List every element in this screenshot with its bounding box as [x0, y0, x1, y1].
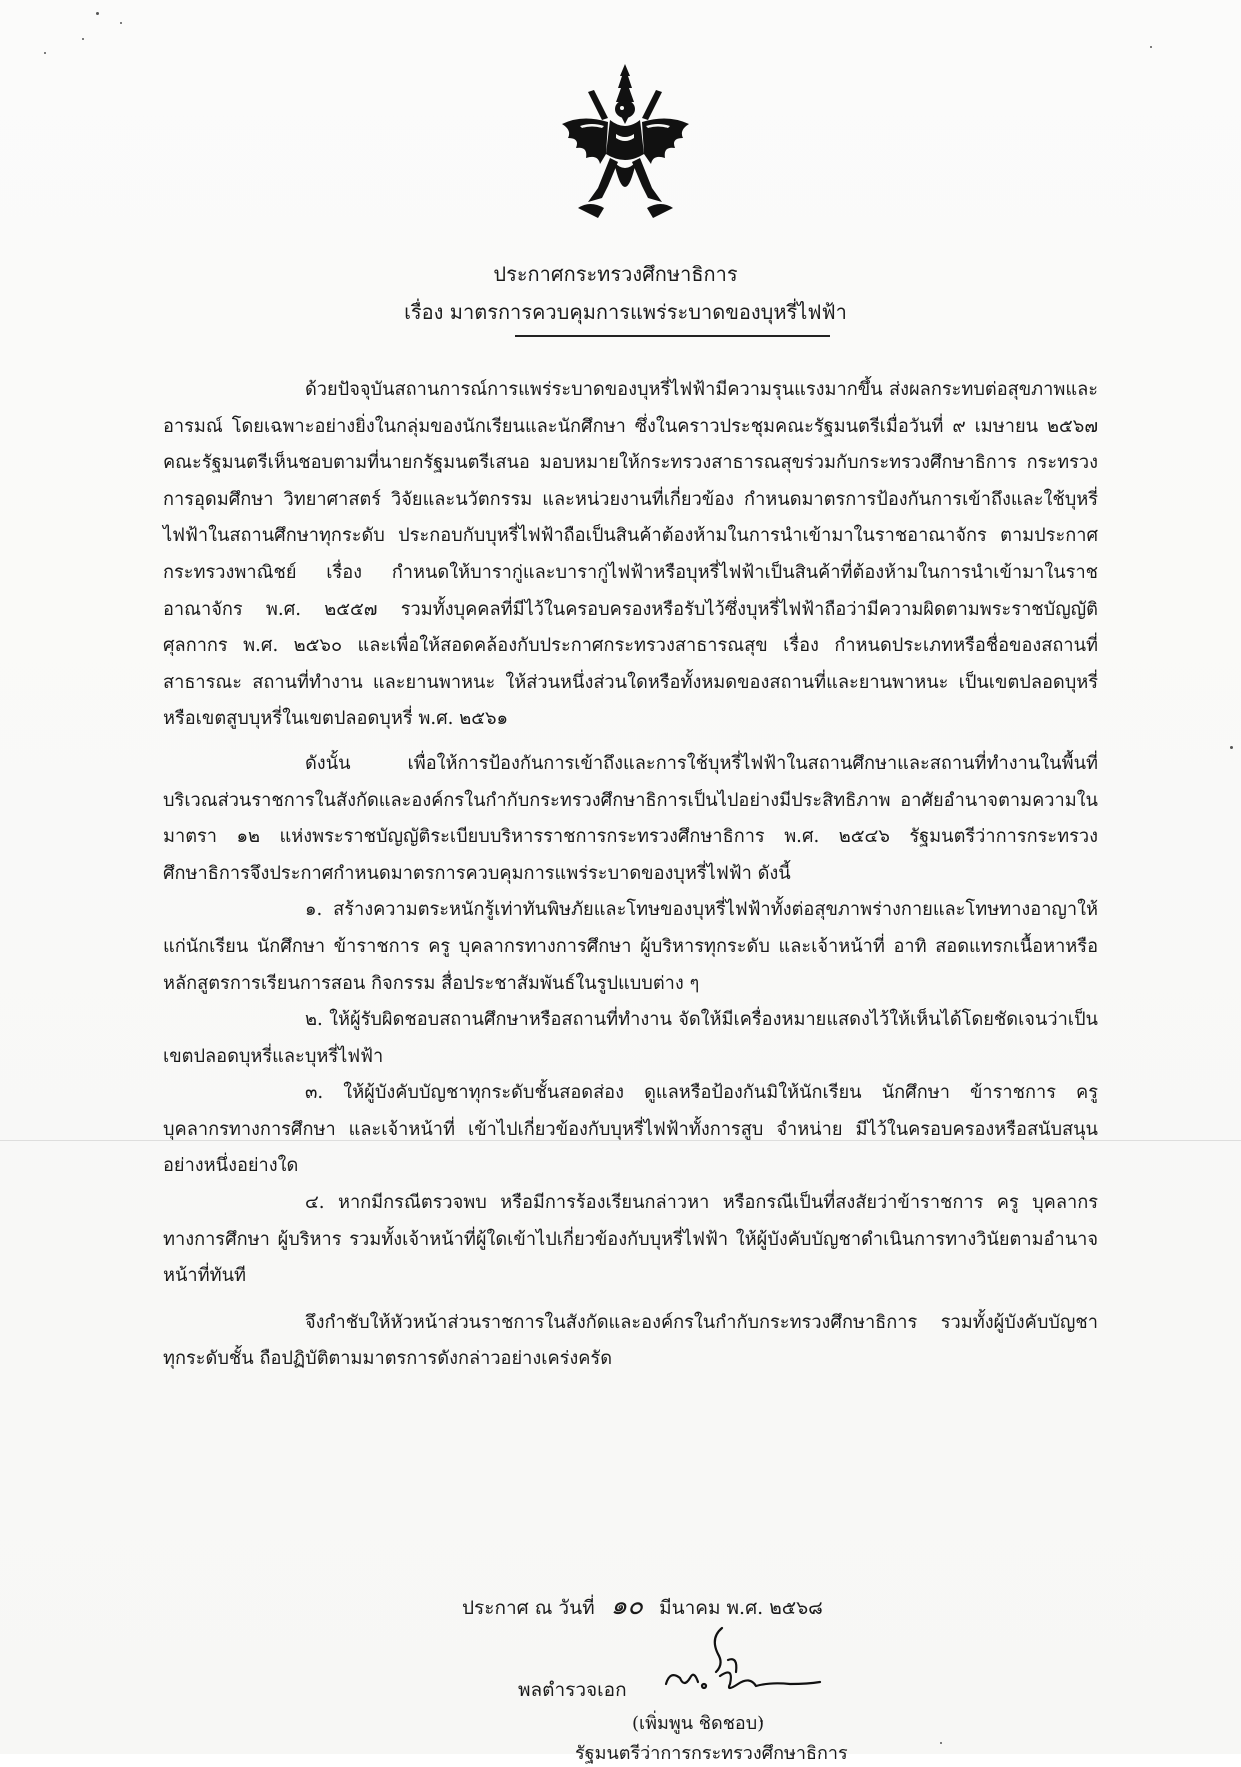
- date-day: ๑๐: [610, 1591, 644, 1621]
- date-prefix: ประกาศ ณ วันที่: [462, 1597, 595, 1619]
- scan-speck: [1230, 746, 1233, 749]
- garuda-emblem-icon: [558, 62, 693, 224]
- closing-paragraph: จึงกำชับให้หัวหน้าส่วนราชการในสังกัดและองค์กรในกำกับกระทรวงศึกษาธิการ รวมทั้งผู้บังคับบัญชาทุกระดับชั้น ถือปฏิบัติตามมาตรการดังกล่าวอย่างเคร่งครัด: [163, 1311, 1098, 1370]
- body-paragraph: ดังนั้น เพื่อให้การป้องกันการเข้าถึงและการใช้บุหรี่ไฟฟ้าในสถานศึกษาและสถานที่ทำงานในพื้นที่บริเวณส่วนราชการในสังกัดและองค์กรในกำกับกระทรวงศึกษาธิการเป็นไปอย่างมีประสิทธิภาพ อาศัยอำนาจตามความในมาตรา ๑๒ แห่งพระราชบัญญัติระเบียบบริหารราชการกระทรวงศึกษาธิการ พ.ศ. ๒๕๔๖ รัฐมนตรีว่าการกระทรวงศึกษาธิการจึงประกาศกำหนดมาตรการควบคุมการแพร่ระบาดของบุหรี่ไฟฟ้า ดังนี้: [163, 752, 1098, 884]
- scan-speck: [82, 38, 84, 40]
- handwritten-signature: [660, 1620, 830, 1710]
- scan-speck: [96, 12, 99, 15]
- signatory-name: (เพิ่มพูน ชิดชอบ): [632, 1713, 765, 1734]
- scan-speck: [44, 52, 46, 54]
- announcement-title: ประกาศกระทรวงศึกษาธิการ: [493, 262, 738, 286]
- measure-item: ๓. ให้ผู้บังคับบัญชาทุกระดับชั้นสอดส่อง ดูแลหรือป้องกันมิให้นักเรียน นักศึกษา ข้าราชการ ครู บุคลากรทางการศึกษา และเจ้าหน้าที่ เข้าไปเกี่ยวข้องกับบุหรี่ไฟฟ้าทั้งการสูบ จำหน่าย มีไว้ในครอบครองหรือสนับสนุนอย่างหนึ่งอย่างใด: [163, 1082, 1098, 1177]
- signatory-position: รัฐมนตรีว่าการกระทรวงศึกษาธิการ: [575, 1743, 848, 1764]
- scan-speck: [1150, 46, 1152, 48]
- scan-speck: [940, 1742, 942, 1744]
- document-body: [163, 372, 1098, 1378]
- measure-item: ๑. สร้างความตระหนักรู้เท่าทันพิษภัยและโทษของบุหรี่ไฟฟ้าทั้งต่อสุขภาพร่างกายและโทษทางอาญาให้แก่นักเรียน นักศึกษา ข้าราชการ ครู บุคลากรทางการศึกษา ผู้บริหารทุกระดับ และเจ้าหน้าที่ อาทิ สอดแทรกเนื้อหาหรือหลักสูตรการเรียนการสอน กิจกรรม สื่อประชาสัมพันธ์ในรูปแบบต่าง ๆ: [163, 899, 1098, 994]
- subject-line: เรื่อง มาตรการควบคุมการแพร่ระบาดของบุหรี่ไฟฟ้า: [404, 300, 847, 324]
- signatory-rank: พลตำรวจเอก: [518, 1679, 627, 1701]
- header-divider: [515, 335, 830, 337]
- date-month-year: มีนาคม พ.ศ. ๒๕๖๘: [659, 1597, 823, 1619]
- measure-item: ๒. ให้ผู้รับผิดชอบสถานศึกษาหรือสถานที่ทำงาน จัดให้มีเครื่องหมายแสดงไว้ให้เห็นได้โดยชัดเจนว่าเป็นเขตปลอดบุหรี่และบุหรี่ไฟฟ้า: [163, 1009, 1098, 1067]
- body-paragraph: ด้วยปัจจุบันสถานการณ์การแพร่ระบาดของบุหรี่ไฟฟ้ามีความรุนแรงมากขึ้น ส่งผลกระทบต่อสุขภาพและอารมณ์ โดยเฉพาะอย่างยิ่งในกลุ่มของนักเรียนและนักศึกษา ซึ่งในคราวประชุมคณะรัฐมนตรีเมื่อวันที่ ๙ เมษายน ๒๕๖๗ คณะรัฐมนตรีเห็นชอบตามที่นายกรัฐมนตรีเสนอ มอบหมายให้กระทรวงสาธารณสุขร่วมกับกระทรวงศึกษาธิการ กระทรวงการอุดมศึกษา วิทยาศาสตร์ วิจัยและนวัตกรรม และหน่วยงานที่เกี่ยวข้อง กำหนดมาตรการป้องกันการเข้าถึงและใช้บุหรี่ไฟฟ้าในสถานศึกษาทุกระดับ ประกอบกับบุหรี่ไฟฟ้าถือเป็นสินค้าต้องห้ามในการนำเข้ามาในราชอาณาจักร ตามประกาศกระทรวงพาณิชย์ เรื่อง กำหนดให้บารากู่และบารากู่ไฟฟ้าหรือบุหรี่ไฟฟ้าเป็นสินค้าที่ต้องห้ามในการนำเข้ามาในราชอาณาจักร พ.ศ. ๒๕๕๗ รวมทั้งบุคคลที่มีไว้ในครอบครองหรือรับไว้ซึ่งบุหรี่ไฟฟ้าถือว่ามีความผิดตามพระราชบัญญัติศุลกากร พ.ศ. ๒๕๖๐ และเพื่อให้สอดคล้องกับประกาศกระทรวงสาธารณสุข เรื่อง กำหนดประเภทหรือชื่อของสถานที่สาธารณะ สถานที่ทำงาน และยานพาหนะ ให้ส่วนหนึ่งส่วนใดหรือทั้งหมดของสถานที่และยานพาหนะ เป็นเขตปลอดบุหรี่หรือเขตสูบบุหรี่ในเขตปลอดบุหรี่ พ.ศ. ๒๕๖๑: [163, 379, 1098, 730]
- scan-speck: [120, 22, 122, 24]
- measure-item: ๔. หากมีกรณีตรวจพบ หรือมีการร้องเรียนกล่าวหา หรือกรณีเป็นที่สงสัยว่าข้าราชการ ครู บุคลากรทางการศึกษา ผู้บริหาร รวมทั้งเจ้าหน้าที่ผู้ใดเข้าไปเกี่ยวข้องกับบุหรี่ไฟฟ้า ให้ผู้บังคับบัญชาดำเนินการทางวินัยตามอำนาจหน้าที่ทันที: [163, 1192, 1098, 1287]
